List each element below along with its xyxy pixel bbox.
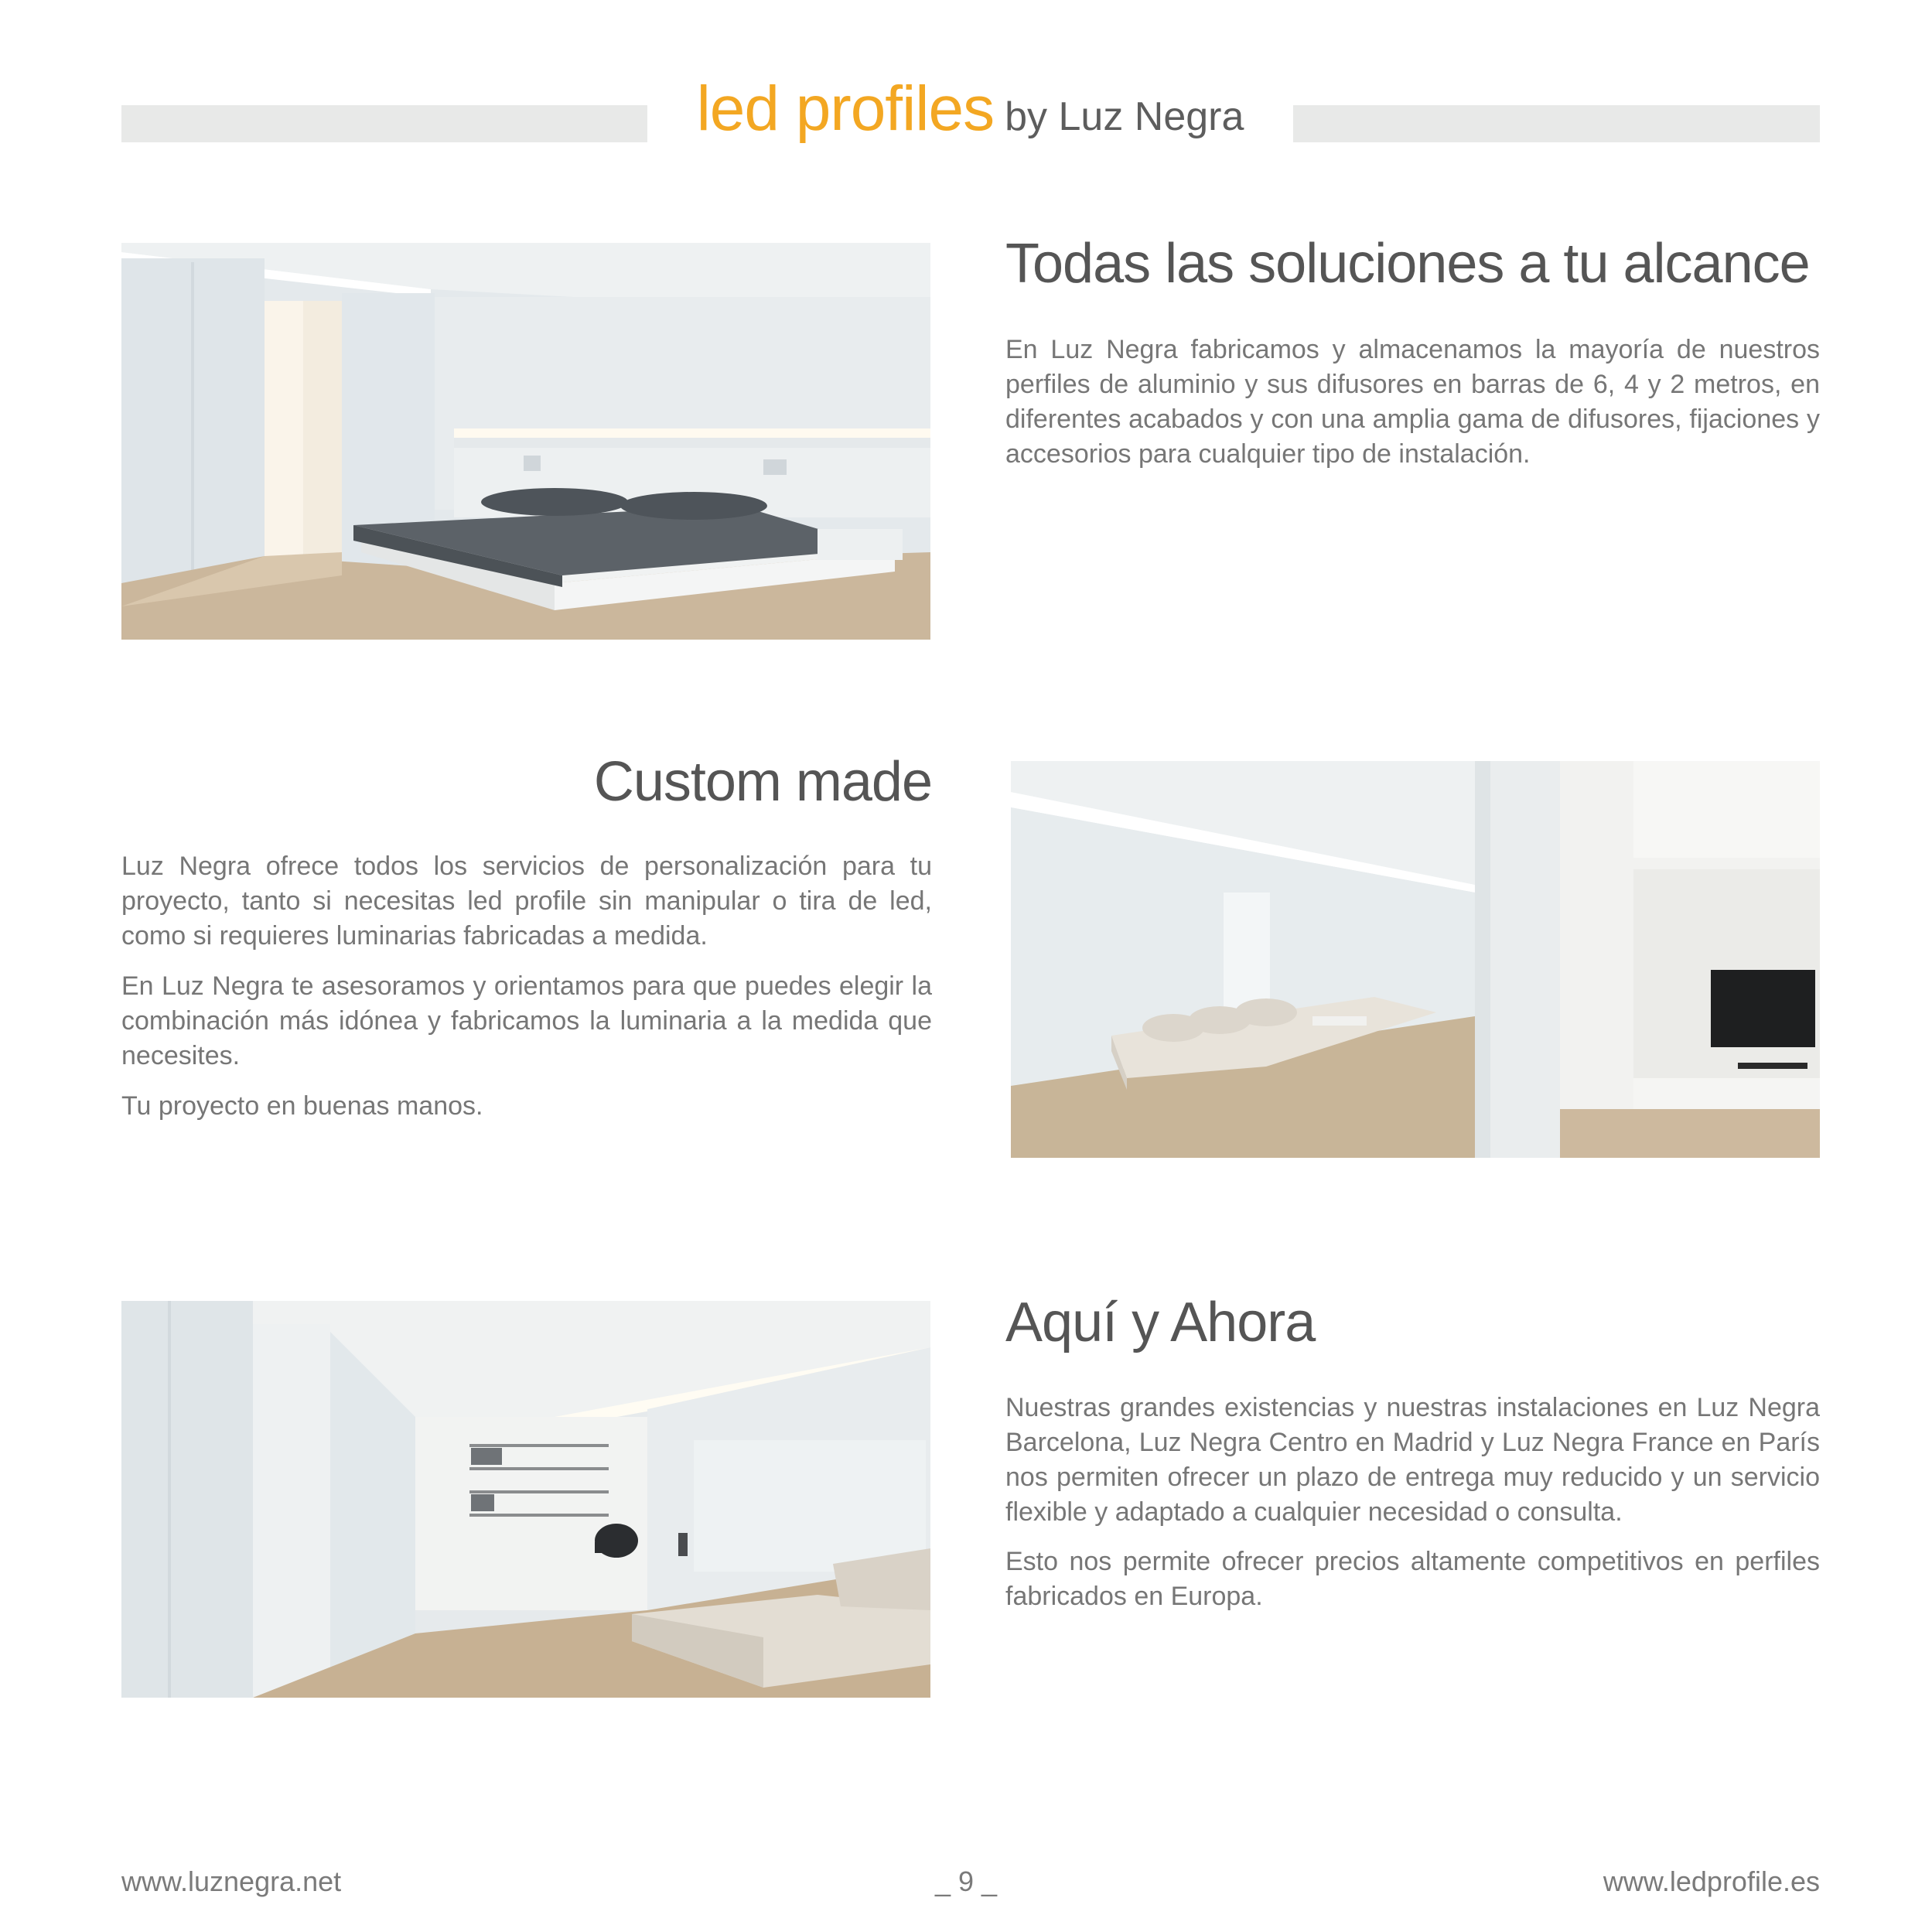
section2-paragraph-3: Tu proyecto en buenas manos. — [121, 1091, 483, 1121]
section3-paragraph-2: Esto nos permite ofrecer precios altamente competitivos en perfiles fabricados en Europa. — [1005, 1547, 1820, 1611]
section2-title: Custom made — [593, 751, 932, 813]
header-title — [647, 73, 1293, 144]
footer-page-number: _ 9 _ — [934, 1865, 998, 1897]
section2-paragraph-2: En Luz Negra te asesoramos y orientamos para que puedes elegir la combinación más idónea y fabricamos la luminaria a la medida que necesites. — [121, 971, 932, 1070]
section1-title: Todas las soluciones a tu alcance — [1005, 233, 1810, 295]
footer-right-link[interactable]: www.ledprofile.es — [1603, 1865, 1820, 1897]
open-space-photo — [121, 1301, 930, 1698]
section2-paragraph-1: Luz Negra ofrece todos los servicios de personalización para tu proyecto, tanto si necesitas led profile sin manipular o tira de led, como si requieres luminarias fabricadas a medida. — [121, 852, 932, 951]
header-accent: led profiles — [696, 73, 995, 144]
section1-paragraph-1: En Luz Negra fabricamos y almacenamos la mayoría de nuestros perfiles de aluminio y sus difusores en barras de 6, 4 y 2 metros, en diferentes acabados y con una amplia gama de difusores, fijaciones y accesorios para cualquier tipo de instalación. — [1005, 335, 1820, 469]
header-bar-right — [1293, 105, 1820, 142]
header-suffix: by Luz Negra — [1005, 94, 1244, 139]
footer-left-link[interactable]: www.luznegra.net — [121, 1865, 342, 1897]
section3-title: Aquí y Ahora — [1005, 1292, 1316, 1353]
living-room-photo — [1011, 761, 1820, 1158]
header-bar-left — [121, 105, 647, 142]
bedroom-photo — [121, 243, 930, 640]
section3-paragraph-1: Nuestras grandes existencias y nuestras instalaciones en Luz Negra Barcelona, Luz Negra Centro en Madrid y Luz Negra France en París nos permiten ofrecer un plazo de entrega muy reducido y un servicio flexible y adaptado a cualquier necesidad o consulta. — [1005, 1393, 1820, 1527]
